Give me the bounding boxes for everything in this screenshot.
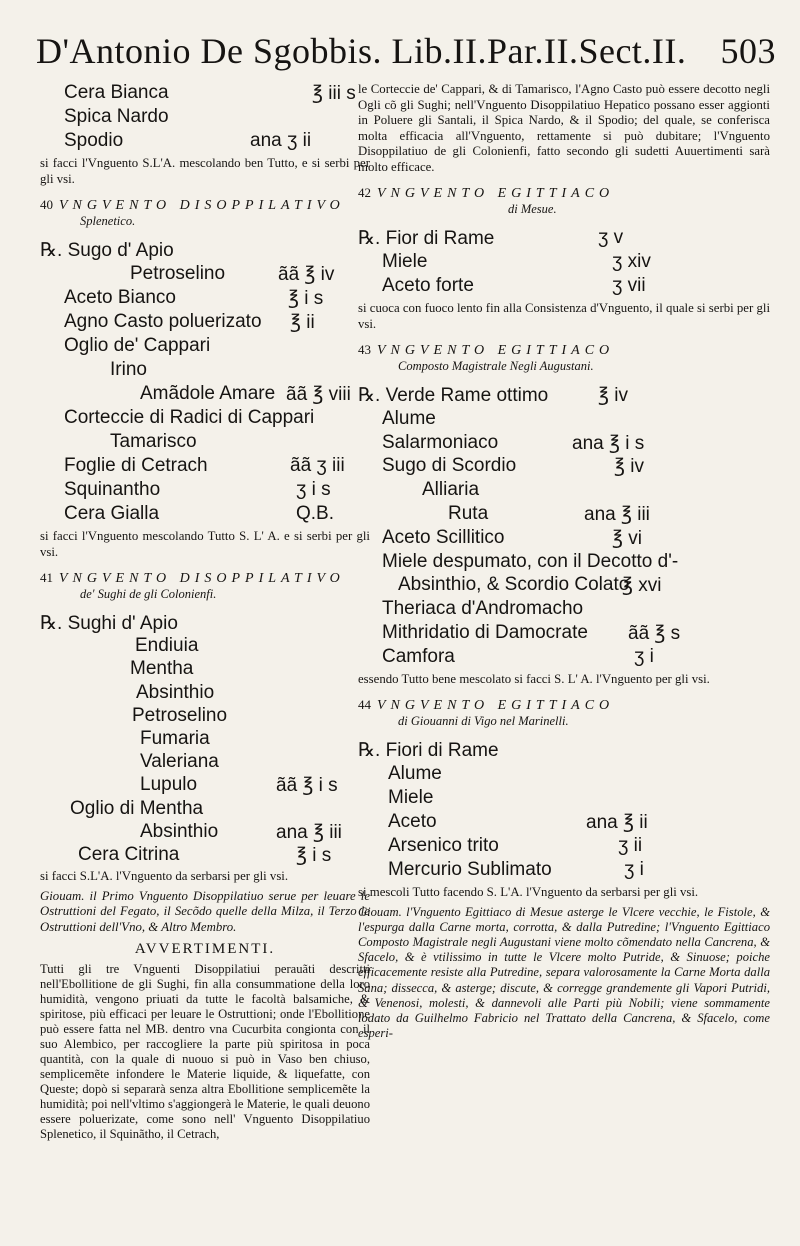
ingredient-quantity: ℥ iv xyxy=(614,456,644,478)
section-number: 41 xyxy=(40,570,53,585)
ingredient-row xyxy=(40,335,370,359)
ingredient-quantity: ℥ vi xyxy=(612,527,642,549)
ingredient-row xyxy=(40,682,370,705)
ingredient-name: Cera Bianca xyxy=(64,82,169,103)
ingredient-row xyxy=(40,287,370,311)
ingredient-row xyxy=(358,455,770,479)
ingredient-quantity: ãã ℥ iv xyxy=(278,264,335,285)
ingredient-row xyxy=(40,728,370,751)
ingredient-quantity: ana ℥ iii xyxy=(584,503,650,525)
ingredient-quantity: ʒ vii xyxy=(612,275,646,296)
ingredient-name: Squinantho xyxy=(64,479,161,500)
ingredient-quantity: ʒ v xyxy=(598,227,624,248)
ingredient-name: Theriaca d'Andromacho xyxy=(382,598,584,620)
ingredient-name: Spica Nardo xyxy=(64,106,169,127)
ingredient-quantity: ana ℥ ii xyxy=(586,812,648,834)
preparation-note: si facci S.L'A. l'Vnguento da serbarsi per gli vsi. xyxy=(40,869,289,884)
section-title xyxy=(358,185,770,202)
ingredient-quantity: ãã ℥ i s xyxy=(276,775,338,797)
ingredient-name: Cera Gialla xyxy=(64,503,160,524)
ingredient-name: Fumaria xyxy=(140,727,210,749)
ingredient-row xyxy=(358,859,770,883)
ingredient-list xyxy=(40,239,370,527)
ingredient-list xyxy=(358,739,770,883)
section-subtitle: di Mesue. xyxy=(508,202,557,216)
ingredient-row xyxy=(40,844,370,867)
ingredient-name: Cera Citrina xyxy=(78,843,180,865)
section-subtitle: Composto Magistrale Negli Augustani. xyxy=(398,359,594,373)
preparation-note: si facci l'Vnguento S.L'A. mescolando ben Tutto, e si serbi per gli vsi. xyxy=(40,156,370,186)
ingredient-row xyxy=(358,835,770,859)
ingredient-name: Aceto xyxy=(388,811,437,833)
ingredient-quantity: ʒ ii xyxy=(618,835,643,857)
section-title xyxy=(40,570,370,587)
ingredient-row xyxy=(40,311,370,335)
section-heading: VNGVENTO DISOPPILATIVO xyxy=(59,571,345,586)
ingredient-list xyxy=(358,384,770,670)
section-heading: VNGVENTO EGITTIACO xyxy=(377,698,615,714)
ingredient-quantity: ãã ʒ iii xyxy=(290,455,345,476)
running-title: D'Antonio De Sgobbis. Lib.II.Par.II.Sect.II. xyxy=(36,31,687,71)
ingredient-row xyxy=(40,263,370,287)
section-title xyxy=(358,342,770,359)
section-number: 42 xyxy=(358,185,371,200)
section-heading: VNGVENTO EGITTIACO xyxy=(377,343,615,358)
ingredient-row xyxy=(358,527,770,551)
ingredient-name: Oglio de' Cappari xyxy=(64,335,211,356)
ingredient-name: Tamarisco xyxy=(110,431,197,452)
ingredient-name: ℞. Verde Rame ottimo xyxy=(358,385,549,406)
preparation-note: si cuoca con fuoco lento fin alla Consistenza d'Vnguento, il quale si serbi per gli vsi. xyxy=(358,301,770,331)
ingredient-name: Absinthio xyxy=(140,820,219,842)
ingredient-name: Alume xyxy=(388,763,442,785)
avvertimenti-text: Tutti gli tre Vnguenti Disoppilatiui perauãti descritti nell'Ebollitione de gli Sughi, fin alla consummatione della loro humidità, vengono priuati da tutte le facoltà balsamiche, & spiritose, più efficaci per leuare le Ostruttioni; onde l'Ebollitione può essere fatta nel MB. dentro vna Cucurbita congionta con il suo Alembico, per raccogliere la parte più spiritosa in poca quantità, con la quale di nuouo si può in Vaso ben chiuso, semplicemẽte infondere le Materie liquide, & liquefatte, con Queste; dopò si separarà senza altra Ebollitione semplicemẽte la humidità; poi nell'vltimo s'aggiongerà le Materie, le quali deuono essere poluerizate, come sono nell' Vnguento Disoppilatiuo Splenetico, il Squinãtho, il Cetrach, xyxy=(40,962,370,1142)
ingredient-row xyxy=(40,635,370,658)
ingredient-row xyxy=(40,130,370,154)
ingredient-row xyxy=(40,705,370,728)
ingredient-name: ℞. Fiori di Rame xyxy=(358,740,499,762)
ingredient-name: Absinthio, & Scordio Colato xyxy=(398,574,630,596)
section-number: 44 xyxy=(358,697,371,713)
ingredient-name: Aceto forte xyxy=(382,275,474,296)
ingredient-row xyxy=(358,622,770,646)
ingredient-quantity: ãã ℥ viii xyxy=(286,384,351,405)
section-title xyxy=(358,697,770,714)
ingredient-name: Camfora xyxy=(382,645,455,667)
section-number: 43 xyxy=(358,342,371,357)
ingredient-quantity: ana ℥ iii xyxy=(276,821,342,843)
ingredient-row xyxy=(358,503,770,527)
section-number: 40 xyxy=(40,197,53,212)
ingredient-name: Mercurio Sublimato xyxy=(388,859,552,881)
ingredient-row xyxy=(358,787,770,811)
ingredient-row xyxy=(40,751,370,774)
ingredient-name: Aceto Scillitico xyxy=(382,526,505,548)
ingredient-row xyxy=(358,384,770,408)
ingredient-row xyxy=(40,82,370,106)
preparation-note: si facci l'Vnguento mescolando Tutto S. L' A. e si serbi per gli vsi. xyxy=(40,529,370,559)
ingredient-name: Irino xyxy=(110,359,147,380)
section-subtitle: Splenetico. xyxy=(80,214,136,228)
ingredient-row xyxy=(40,612,370,635)
ingredient-row xyxy=(358,739,770,763)
ingredient-row xyxy=(40,239,370,263)
ingredient-name: Amãdole Amare xyxy=(140,383,276,404)
ingredient-quantity: ℥ xvi xyxy=(622,575,662,597)
ingredient-row xyxy=(358,574,770,598)
ingredient-name: Aceto Bianco xyxy=(64,287,176,308)
ingredient-row xyxy=(40,479,370,503)
ingredient-name: Miele xyxy=(388,787,434,809)
ingredient-row xyxy=(358,275,770,299)
ingredient-quantity: ʒ xiv xyxy=(612,251,651,272)
ingredient-quantity: ana ʒ ii xyxy=(250,130,312,151)
ingredient-row xyxy=(358,811,770,835)
ingredient-name: Mentha xyxy=(130,658,194,680)
ingredient-name: Salarmoniaco xyxy=(382,431,499,453)
ingredient-quantity: ʒ i xyxy=(624,859,644,881)
section-subtitle: di Giouanni di Vigo nel Marinelli. xyxy=(398,714,569,729)
usage-commentary: Giouam. l'Vnguento Egittiaco di Mesue asterge le Vlcere vecchie, le Fistole, & l'espurga dalla Carne morta, corrotta, & dalla Putredine; l'Vnguento Egittiaco Composto Magistrale negli Augustani viene molto cõmendato nella Cancrena, & Sfacelo, & è vtilissimo in tutte le Vlcere molto Putride, & Sinuose; poiche efficacemente resiste alla Putredine, separa valorosamente la Carne Morta dalla Sana; dissecca, & asterge; discute, & corregge grandemente gli Vapori Putridi, & Venenosi, molesti, & dannevoli alle Parti più Nobili; viene sommamente lodato da Guilhelmo Fabricio nel Trattato della Cancrena, & Sfacelo, come esperi- xyxy=(358,904,770,1041)
ingredient-quantity: ãã ℥ s xyxy=(628,622,681,644)
ingredient-row xyxy=(358,432,770,456)
ingredient-row xyxy=(358,479,770,503)
ingredient-row xyxy=(40,431,370,455)
ingredient-name: Foglie di Cetrach xyxy=(64,455,208,476)
ingredient-quantity: ℥ iii s xyxy=(312,83,356,104)
ingredient-name: Absinthio xyxy=(136,681,215,703)
page-number: 503 xyxy=(720,31,776,71)
ingredient-name: Alliaria xyxy=(422,479,480,501)
ingredient-name: Petroselino xyxy=(132,704,228,726)
ingredient-quantity: ana ℥ i s xyxy=(572,432,645,454)
ingredient-row xyxy=(358,251,770,275)
ingredient-row xyxy=(40,821,370,844)
ingredient-quantity: ʒ i s xyxy=(296,479,331,500)
ingredient-name: Oglio di Mentha xyxy=(70,797,204,819)
ingredient-row xyxy=(40,798,370,821)
ingredient-name: ℞. Fior di Rame xyxy=(358,228,495,249)
ingredient-quantity: ℥ i s xyxy=(296,844,332,866)
running-header xyxy=(36,30,776,82)
ingredient-row xyxy=(358,227,770,251)
ingredient-name: Arsenico trito xyxy=(388,835,499,857)
continued-text: le Corteccie de' Cappari, & di Tamarisco, l'Agno Casto può essere decotto negli Ogli cõ gli Sughi; nell'Vnguento Disoppilatiuo Hepatico possano esser aggionti in Poluere gli Santali, il Spica Nardo, & il Spodio; del quale, se conferisca molta efficacia all'Vnguento, rettamente si può dubitare; l'Vnguento Disoppilatiuo de gli Colonienfi, fatto secondo gli sudetti Auuertimenti sarà molto efficace. xyxy=(358,82,770,174)
usage-commentary: Giouam. il Primo Vnguento Disoppilatiuo serue per leuare le Ostruttioni del Fegato, il Secõdo quelle della Milza, il Terzo le Ostruttioni dell'Vno, & Altro Membro. xyxy=(40,888,370,934)
ingredient-name: Endiuia xyxy=(135,635,199,657)
ingredient-row xyxy=(358,551,770,575)
ingredient-list xyxy=(40,612,370,867)
right-column xyxy=(358,82,770,1045)
ingredient-row xyxy=(40,455,370,479)
ingredient-quantity: ℥ ii xyxy=(290,312,315,333)
ingredient-name: Miele despumato, con il Decotto d'- xyxy=(382,550,679,572)
ingredient-name: ℞. Sugo d' Apio xyxy=(40,240,174,261)
ingredient-row xyxy=(40,106,370,130)
preparation-note: si mescoli Tutto facendo S. L'A. l'Vnguento da serbarsi per gli vsi. xyxy=(358,885,699,900)
ingredient-list xyxy=(358,227,770,299)
ingredient-name: Agno Casto poluerizato xyxy=(64,311,262,332)
ingredient-quantity: ℥ i s xyxy=(288,288,324,309)
ingredient-row xyxy=(40,407,370,431)
section-heading: VNGVENTO EGITTIACO xyxy=(377,186,615,201)
ingredient-name: Valeriana xyxy=(140,751,219,773)
ingredient-row xyxy=(40,774,370,797)
ingredient-row xyxy=(40,383,370,407)
ingredient-name: ℞. Sughi d' Apio xyxy=(40,613,178,634)
ingredient-quantity: ℥ iv xyxy=(598,385,628,406)
ingredient-name: Ruta xyxy=(448,502,489,524)
ingredient-name: Lupulo xyxy=(140,774,198,796)
ingredient-name: Petroselino xyxy=(130,263,226,284)
ingredient-list xyxy=(40,82,370,154)
ingredient-row xyxy=(358,408,770,432)
left-column xyxy=(40,82,370,1146)
ingredient-name: Miele xyxy=(382,251,428,272)
ingredient-name: Alume xyxy=(382,407,436,429)
ingredient-name: Spodio xyxy=(64,130,124,151)
ingredient-row xyxy=(358,646,770,670)
ingredient-name: Sugo di Scordio xyxy=(382,455,517,477)
ingredient-name: Corteccie di Radici di Cappari xyxy=(64,407,315,428)
ingredient-row xyxy=(358,763,770,787)
ingredient-name: Mithridatio di Damocrate xyxy=(382,621,588,643)
ingredient-row xyxy=(358,598,770,622)
section-title xyxy=(40,197,370,214)
section-subtitle: de' Sughi de gli Colonienfi. xyxy=(80,587,217,601)
avvertimenti-heading: AVVERTIMENTI. xyxy=(134,941,276,958)
ingredient-row xyxy=(40,658,370,681)
ingredient-quantity: ʒ i xyxy=(634,645,654,667)
section-heading: VNGVENTO DISOPPILATIVO xyxy=(59,198,345,213)
ingredient-row xyxy=(40,503,370,527)
ingredient-quantity: Q.B. xyxy=(296,503,335,524)
preparation-note: essendo Tutto bene mescolato si facci S. L' A. l'Vnguento per gli vsi. xyxy=(358,671,710,686)
ingredient-row xyxy=(40,359,370,383)
